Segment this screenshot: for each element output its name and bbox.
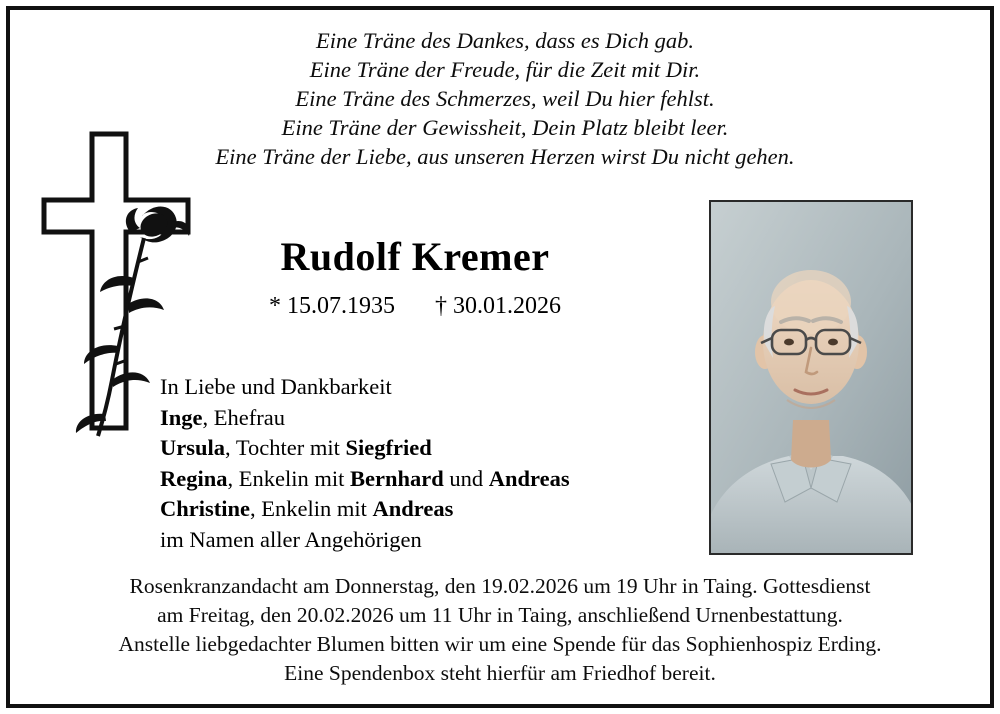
birth-date: 15.07.1935	[287, 293, 395, 319]
family-role-inge: , Ehefrau	[202, 404, 285, 430]
family-role-christine: , Enkelin mit	[250, 496, 373, 521]
family-block	[160, 372, 690, 555]
service-details	[24, 572, 976, 688]
family-line-ursula	[160, 433, 690, 464]
poem-line-4: Eine Träne der Gewissheit, Dein Platz bleibt leer.	[281, 115, 729, 140]
poem-line-2: Eine Träne der Freude, für die Zeit mit Dir.	[309, 57, 701, 82]
family-line-regina	[160, 464, 690, 495]
family-name-inge: Inge	[160, 404, 203, 430]
family-name-christine: Christine	[160, 496, 250, 521]
family-name-ursula: Ursula	[160, 435, 226, 460]
family-role-regina: , Enkelin mit	[227, 465, 350, 491]
family-line-christine	[160, 494, 690, 525]
footer-line-3: Anstelle liebgedachter Blumen bitten wir um eine Spende für das Sophienhospiz Erding.	[118, 632, 882, 656]
family-name-andreas-1: Andreas	[488, 465, 570, 491]
poem-block	[90, 26, 920, 171]
death-date: 30.01.2026	[453, 293, 561, 319]
family-name-bernhard: Bernhard	[350, 465, 444, 491]
life-dates	[155, 293, 675, 320]
footer-line-1: Rosenkranzandacht am Donnerstag, den 19.02.2026 um 19 Uhr in Taing. Gottesdienst	[129, 574, 871, 598]
poem-line-1: Eine Träne des Dankes, dass es Dich gab.	[315, 28, 695, 53]
page-title: Rudolf Kremer	[280, 234, 550, 279]
poem-line-3: Eine Träne des Schmerzes, weil Du hier fehlst.	[295, 86, 715, 111]
family-intro: In Liebe und Dankbarkeit	[160, 374, 392, 399]
portrait-photo	[709, 200, 913, 555]
family-role-ursula: , Tochter mit	[225, 435, 346, 460]
poem-line-5: Eine Träne der Liebe, aus unseren Herzen wirst Du nicht gehen.	[215, 144, 795, 169]
family-name-siegfried: Siegfried	[345, 435, 432, 460]
family-closing: im Namen aller Angehörigen	[160, 526, 422, 552]
birth-symbol: *	[269, 293, 281, 319]
family-line-inge	[160, 403, 690, 434]
family-name-andreas-2: Andreas	[372, 496, 454, 521]
family-name-regina: Regina	[160, 465, 228, 491]
death-symbol: †	[435, 293, 447, 319]
footer-line-4: Eine Spendenbox steht hierfür am Friedhof bereit.	[284, 661, 716, 685]
family-conjunction: und	[443, 465, 489, 491]
footer-line-2: am Freitag, den 20.02.2026 um 11 Uhr in Taing, anschließend Urnenbestattung.	[157, 603, 843, 627]
